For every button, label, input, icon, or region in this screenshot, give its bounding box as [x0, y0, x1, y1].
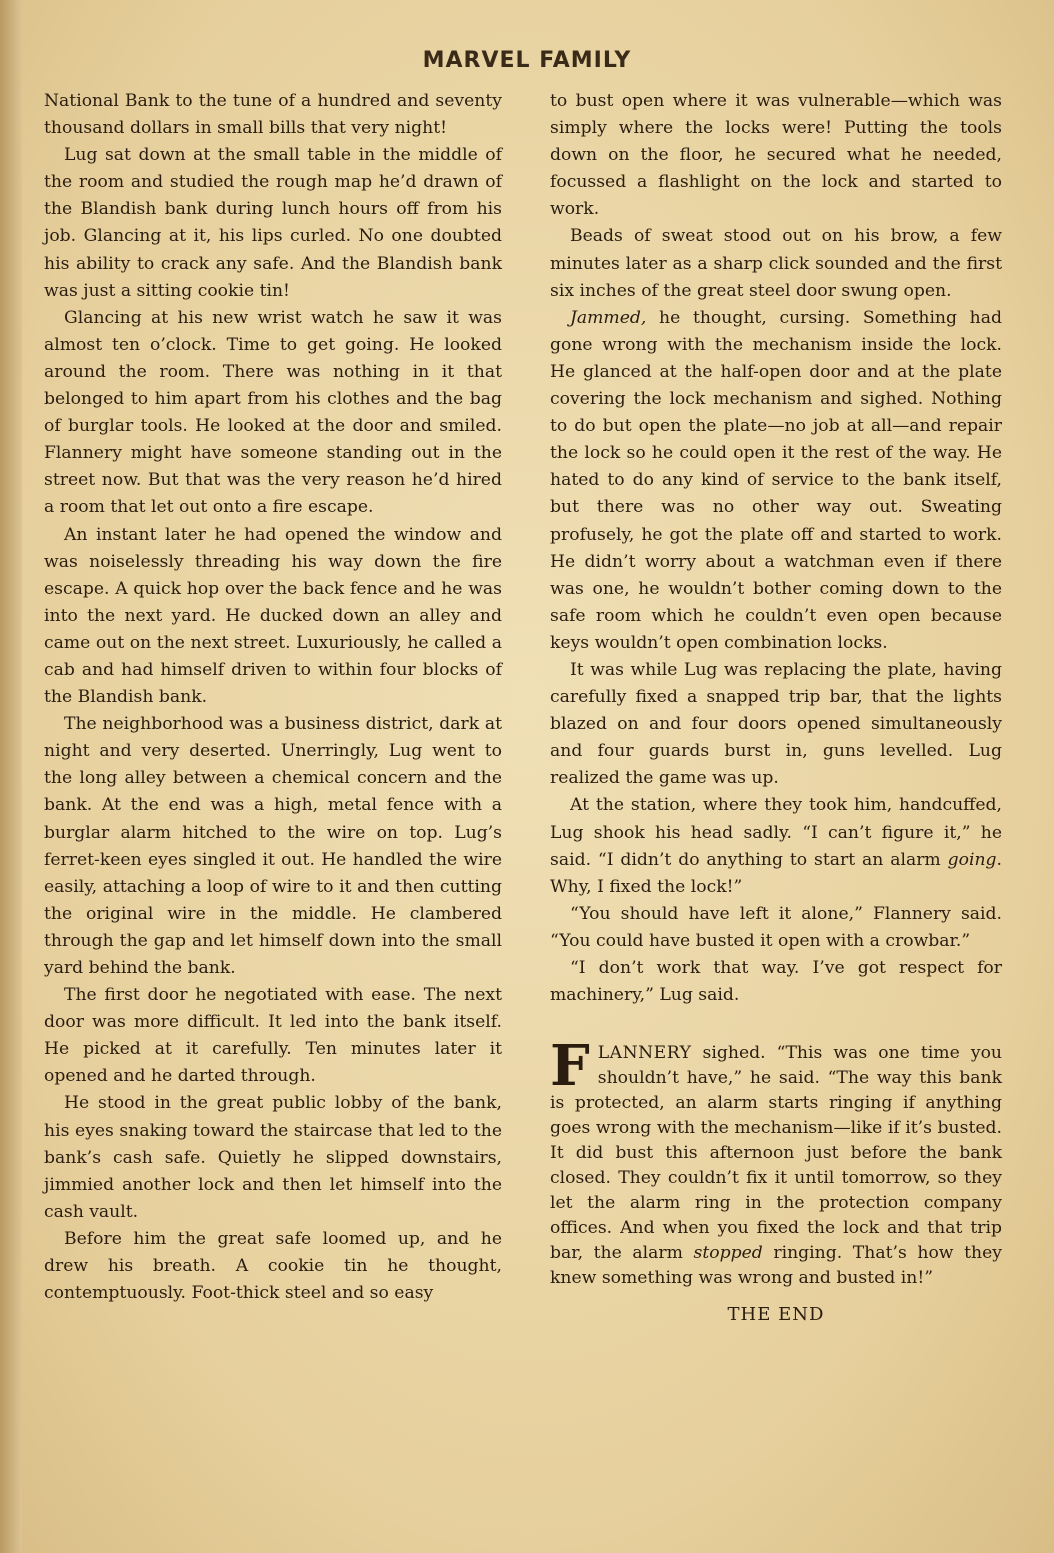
paragraph: It was while Lug was replacing the plate, having carefully fixed a snapped trip bar, that the lights blazed on and four doors opened simultaneously and four guards burst in, guns levelled. Lug realized the game was up.	[550, 659, 1002, 789]
left-column	[44, 88, 502, 1307]
italic-word: Jammed,	[570, 307, 647, 328]
right-column	[550, 88, 1002, 1328]
italic-word: going	[947, 849, 997, 870]
paragraph: Beads of sweat stood out on his brow, a few minutes later as a sharp click sounded and the first six inches of the great steel door swung open.	[550, 226, 1002, 301]
paragraph: Glancing at his new wrist watch he saw it was almost ten o’clock. Time to get going. He looked around the room. There was nothing in it that belonged to him apart from his clothes and the bag of burglar tools. He looked at the door and smiled. Flannery might have someone standing out in the street now. But that was the very reason he’d hired a room that let out onto a fire escape.	[44, 307, 502, 518]
paragraph-text: ringing. That’s how they knew something was wrong and busted in!”	[550, 1243, 1002, 1289]
paragraph: Before him the great safe loomed up, and he drew his breath. A cookie tin he thought, contemptuously. Foot-thick steel and so easy	[44, 1228, 502, 1304]
paragraph: “I don’t work that way. I’ve got respect for machinery,” Lug said.	[550, 958, 1002, 1006]
paragraph: He stood in the great public lobby of the bank, his eyes snaking toward the staircase that led to the bank’s cash safe. Quietly he slipped downstairs, jimmied another lock and then let himself into the cash vault.	[44, 1093, 502, 1222]
paragraph: “You should have left it alone,” Flannery said. “You could have busted it open with a crowbar.”	[550, 903, 1002, 951]
page-spine-shadow	[0, 0, 22, 1553]
page-header: MARVEL FAMILY	[422, 48, 632, 73]
paragraph-text: he thought, cursing. Something had gone wrong with the mechanism inside the lock. He glanced at the half-open door and at the plate covering the lock mechanism and sighed. Nothing to do but open the plate—no job at all—and repair the lock so he could open it the rest of the way. He hated to do any kind of service to the bank itself, but there was no other way out. Sweating profusely, he got the plate off and started to work. He didn’t worry about a watchman even if there was one, he wouldn’t bother coming down to the safe room which he couldn’t even open because keys wouldn’t open combination locks.	[550, 307, 1002, 653]
paragraph: The neighborhood was a business district, dark at night and very deserted. Unerringly, Lug went to the long alley between a chemical concern and the bank. At the end was a high, metal fence with a burglar alarm hitched to the wire on top. Lug’s ferret-keen eyes singled it out. He handled the wire easily, attaching a loop of wire to it and then cutting the original wire in the middle. He clambered through the gap and let himself down into the small yard behind the bank.	[44, 714, 502, 978]
the-end-label: THE END	[727, 1304, 825, 1326]
paragraph	[550, 305, 1002, 657]
small-caps-word: LANNERY	[597, 1043, 692, 1064]
paragraph: to bust open where it was vulnerable—which was simply where the locks were! Putting the tools down on the floor, he secured what he needed, focussed a flashlight on the lock and started to work.	[550, 91, 1002, 220]
paragraph-text: . Why, I fixed the lock!”	[550, 849, 1002, 897]
final-paragraph	[550, 1033, 1002, 1291]
paragraph: The first door he negotiated with ease. The next door was more difficult. It led into the bank itself. He picked at it carefully. Ten minutes later it opened and he darted through.	[44, 985, 502, 1087]
paragraph-text: sighed. “This was one time you shouldn’t have,” he said. “The way this bank is protected, an alarm starts ringing if anything goes wrong with the mechanism—like if it’s busted. It did bust this afternoon just before the bank closed. They couldn’t fix it until tomorrow, so they let the alarm ring in the protection company offices. And when you fixed the lock and that trip bar, the alarm	[550, 1043, 1002, 1264]
italic-word: stopped	[693, 1243, 763, 1264]
paragraph	[550, 792, 1002, 900]
paragraph: National Bank to the tune of a hundred and seventy thousand dollars in small bills that very night!	[44, 91, 502, 139]
paragraph: An instant later he had opened the window and was noiselessly threading his way down the fire escape. A quick hop over the back fence and he was into the next yard. He ducked down an alley and came out on the next street. Luxuriously, he called a cab and had himself driven to within four blocks of the Blandish bank.	[44, 524, 502, 708]
paragraph-text: At the station, where they took him, handcuffed, Lug shook his head sadly. “I can’t figure it,” he said. “I didn’t do anything to start an alarm	[550, 795, 1002, 870]
paragraph: Lug sat down at the small table in the middle of the room and studied the rough map he’d drawn of the Blandish bank during lunch hours off from his job. Glancing at it, his lips curled. No one doubted his ability to crack any safe. And the Blandish bank was just a sitting cookie tin!	[44, 145, 502, 301]
drop-cap: F	[550, 1033, 590, 1100]
